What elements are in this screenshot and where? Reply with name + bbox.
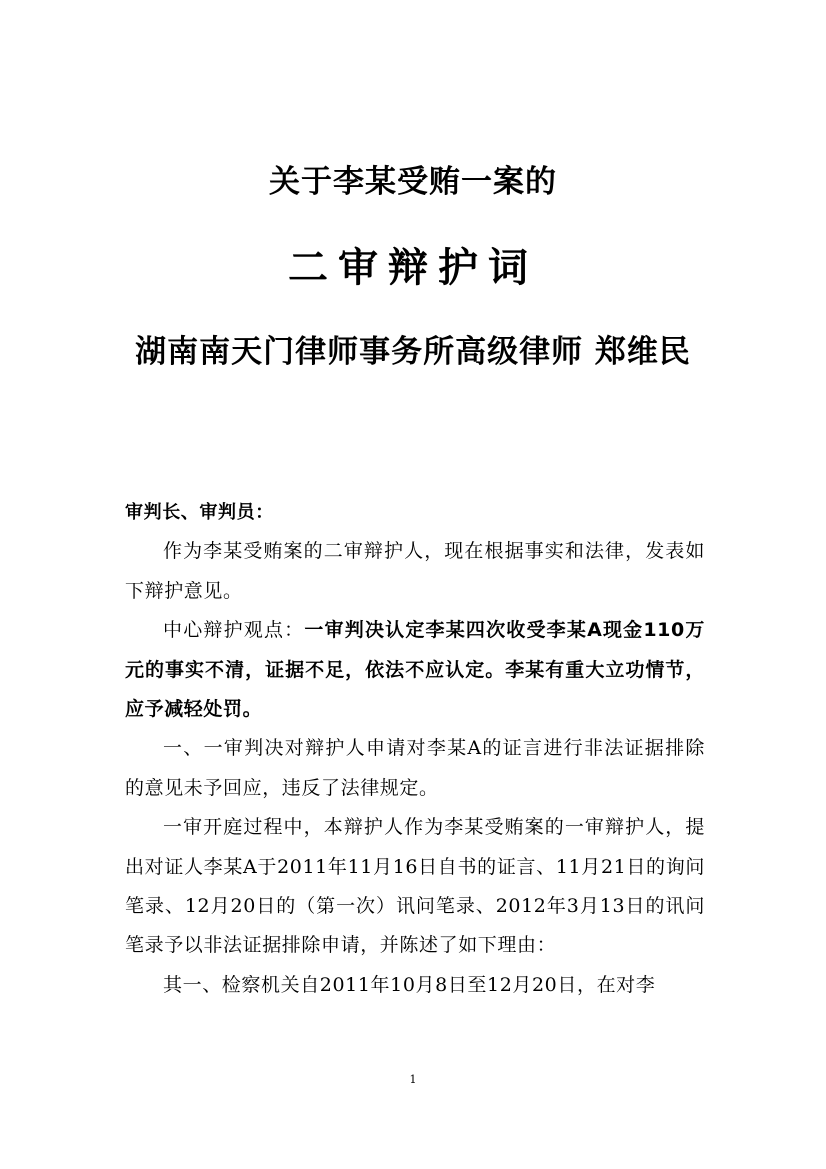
paragraph-trial-process: 一审开庭过程中，本辩护人作为李某受贿案的一审辩护人，提出对证人李某A于2011年11月16日自书的证言、11月21日的询问笔录、12月20日的（第一次）讯问笔录、2012年3月13日的讯问笔录予以非法证据排除申请，并陈述了如下理由： [125, 816, 705, 957]
document-body [125, 493, 705, 1005]
paragraph-central-argument [125, 611, 705, 729]
paragraph-point-one: 一、一审判决对辩护人申请对李某A的证言进行非法证据排除的意见未予回应，违反了法律规定。 [125, 737, 705, 799]
central-argument-text: 一审判决认定李某四次收受李某A现金110万元的事实不清，证据不足，依法不应认定。李某有重大立功情节，应予减轻处罚。 [125, 619, 706, 721]
document-subtitle: 二审辩护词 [288, 244, 538, 291]
document-title: 关于李某受贿一案的 [269, 164, 557, 200]
paragraph-intro: 作为李某受贿案的二审辩护人，现在根据事实和法律，发表如下辩护意见。 [125, 540, 705, 602]
author-line: 湖南南天门律师事务所高级律师 郑维民 [135, 334, 691, 370]
salutation: 审判长、审判员： [125, 502, 274, 523]
page-number: 1 [409, 1073, 417, 1086]
central-argument-lead: 中心辩护观点： [163, 619, 305, 642]
paragraph-reason-one: 其一、检察机关自2011年10月8日至12月20日，在对李 [163, 973, 656, 996]
